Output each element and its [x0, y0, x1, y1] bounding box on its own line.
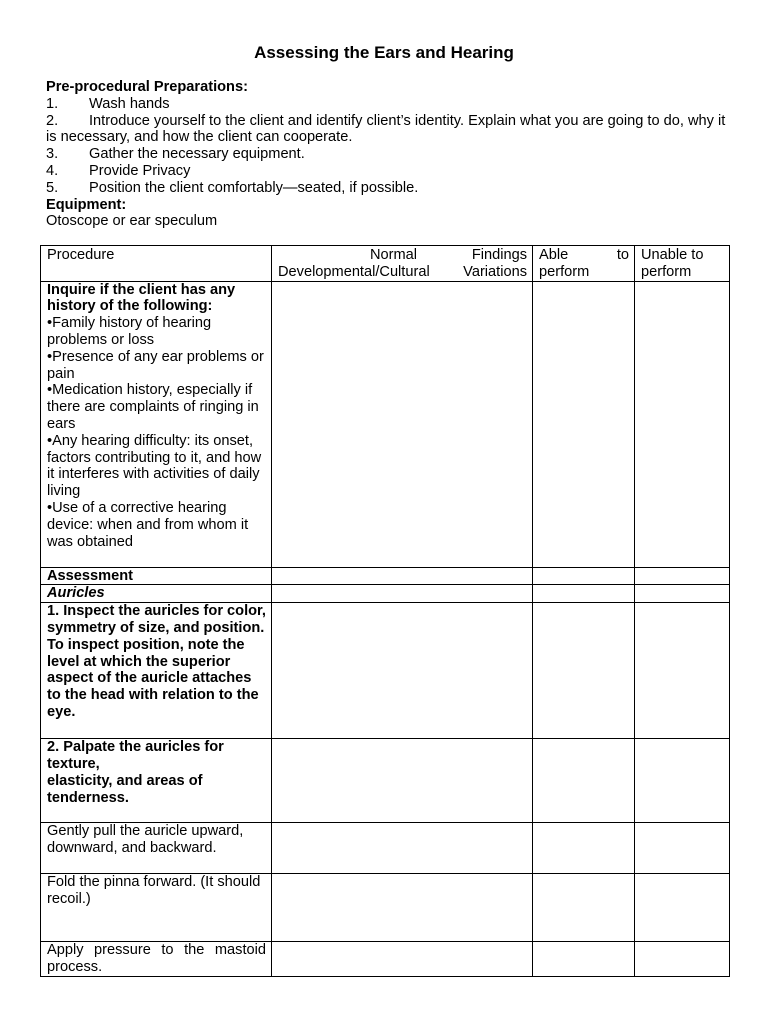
- prep-step-text: Provide Privacy: [89, 162, 191, 179]
- prep-step: [46, 146, 726, 163]
- unable-cell[interactable]: [635, 567, 730, 585]
- prep-step-text: Gather the necessary equipment.: [89, 146, 305, 163]
- header-unable: [635, 246, 730, 282]
- prep-step-number: 1.: [46, 95, 59, 112]
- equipment-heading: Equipment:: [46, 196, 127, 213]
- unable-cell[interactable]: [635, 874, 730, 942]
- able-cell[interactable]: [533, 739, 635, 823]
- step2-cell: [41, 739, 272, 823]
- findings-cell[interactable]: [272, 942, 533, 977]
- step1-line1: 1. Inspect the auricles for color,: [47, 603, 266, 620]
- table-row: [41, 823, 730, 874]
- inquire-item: •Presence of any ear problems or pain: [47, 348, 264, 382]
- inquire-heading: Inquire if the client has any history of the following:: [47, 281, 236, 315]
- findings-cell[interactable]: [272, 874, 533, 942]
- inquire-item: •Any hearing difficulty: its onset, factors contributing to it, and how it interferes with activities of daily living: [47, 432, 262, 500]
- table-header-row: [41, 246, 730, 282]
- findings-cell[interactable]: [272, 603, 533, 739]
- able-cell[interactable]: [533, 874, 635, 942]
- able-cell[interactable]: [533, 281, 635, 567]
- step1-line2: symmetry of size, and position. To inspect position, note the level at which the superior aspect of the auricle attaches to the head with relation to the eye.: [47, 619, 265, 720]
- able-cell[interactable]: [533, 585, 635, 603]
- table-row: [41, 281, 730, 567]
- prep-step: [46, 113, 726, 147]
- step1-cell: [41, 603, 272, 739]
- inquire-cell: [41, 281, 272, 567]
- prep-step: [46, 180, 726, 197]
- unable-cell[interactable]: [635, 739, 730, 823]
- step2-line2: elasticity, and areas of tenderness.: [47, 772, 203, 806]
- unable-cell[interactable]: [635, 281, 730, 567]
- preparations-section: [46, 79, 726, 230]
- header-able-line1: Able to: [539, 247, 629, 263]
- pull-cell: Gently pull the auricle upward, downward, and backward.: [41, 823, 272, 874]
- header-findings-line1: Normal Findings: [370, 247, 527, 263]
- inquire-item: •Family history of hearing problems or loss: [47, 315, 212, 348]
- table-row: [41, 739, 730, 823]
- preparations-heading: Pre-procedural Preparations:: [46, 79, 248, 95]
- header-unable-line1: Unable to: [641, 247, 704, 263]
- table-row: [41, 603, 730, 739]
- fold-line2: recoil.): [47, 890, 91, 907]
- prep-step: [46, 96, 726, 113]
- findings-cell[interactable]: [272, 823, 533, 874]
- fold-cell: [41, 874, 272, 942]
- header-findings-line2: Developmental/Cultural Variations: [278, 263, 527, 280]
- fold-line1: Fold the pinna forward. (It should: [47, 874, 261, 891]
- findings-cell[interactable]: [272, 739, 533, 823]
- able-cell[interactable]: [533, 942, 635, 977]
- inquire-item: •Use of a corrective hearing device: when and from whom it was obtained: [47, 499, 249, 550]
- header-unable-line2: perform: [641, 263, 692, 280]
- unable-cell[interactable]: [635, 942, 730, 977]
- assessment-label: Assessment: [41, 567, 272, 585]
- page-title: Assessing the Ears and Hearing: [254, 43, 514, 62]
- prep-step-number: 4.: [46, 162, 59, 179]
- auricles-label: Auricles: [41, 585, 272, 603]
- prep-step-number: 2.: [46, 112, 59, 129]
- prep-step-number: 5.: [46, 179, 59, 196]
- prep-step-number: 3.: [46, 146, 59, 163]
- table-row: [41, 942, 730, 977]
- inquire-item: •Medication history, especially if there are complaints of ringing in ears: [47, 382, 259, 432]
- mastoid-cell: [41, 942, 272, 977]
- prep-step: [46, 163, 726, 180]
- mastoid-line2: process.: [47, 958, 103, 975]
- table-row: [41, 567, 730, 585]
- header-able-line2: perform: [539, 263, 590, 280]
- header-findings: [272, 246, 533, 282]
- step2-line1: 2. Palpate the auricles for texture,: [47, 739, 224, 772]
- able-cell[interactable]: [533, 567, 635, 585]
- findings-cell[interactable]: [272, 567, 533, 585]
- mastoid-line1: Apply pressure to the mastoid: [47, 942, 266, 959]
- able-cell[interactable]: [533, 603, 635, 739]
- prep-step-text: Introduce yourself to the client and identify client’s identity. Explain what you are going to do, why it is necessary, and how the client can cooperate.: [46, 112, 726, 146]
- header-able: [533, 246, 635, 282]
- header-procedure: Procedure: [41, 246, 272, 282]
- findings-cell[interactable]: [272, 281, 533, 567]
- table-row: [41, 585, 730, 603]
- able-cell[interactable]: [533, 823, 635, 874]
- unable-cell[interactable]: [635, 603, 730, 739]
- unable-cell[interactable]: [635, 585, 730, 603]
- equipment-text: Otoscope or ear speculum: [46, 213, 218, 230]
- table-row: [41, 874, 730, 942]
- procedure-table: [40, 245, 730, 977]
- prep-step-text: Position the client comfortably—seated, if possible.: [89, 179, 419, 196]
- unable-cell[interactable]: [635, 823, 730, 874]
- prep-step-text: Wash hands: [89, 95, 170, 112]
- findings-cell[interactable]: [272, 585, 533, 603]
